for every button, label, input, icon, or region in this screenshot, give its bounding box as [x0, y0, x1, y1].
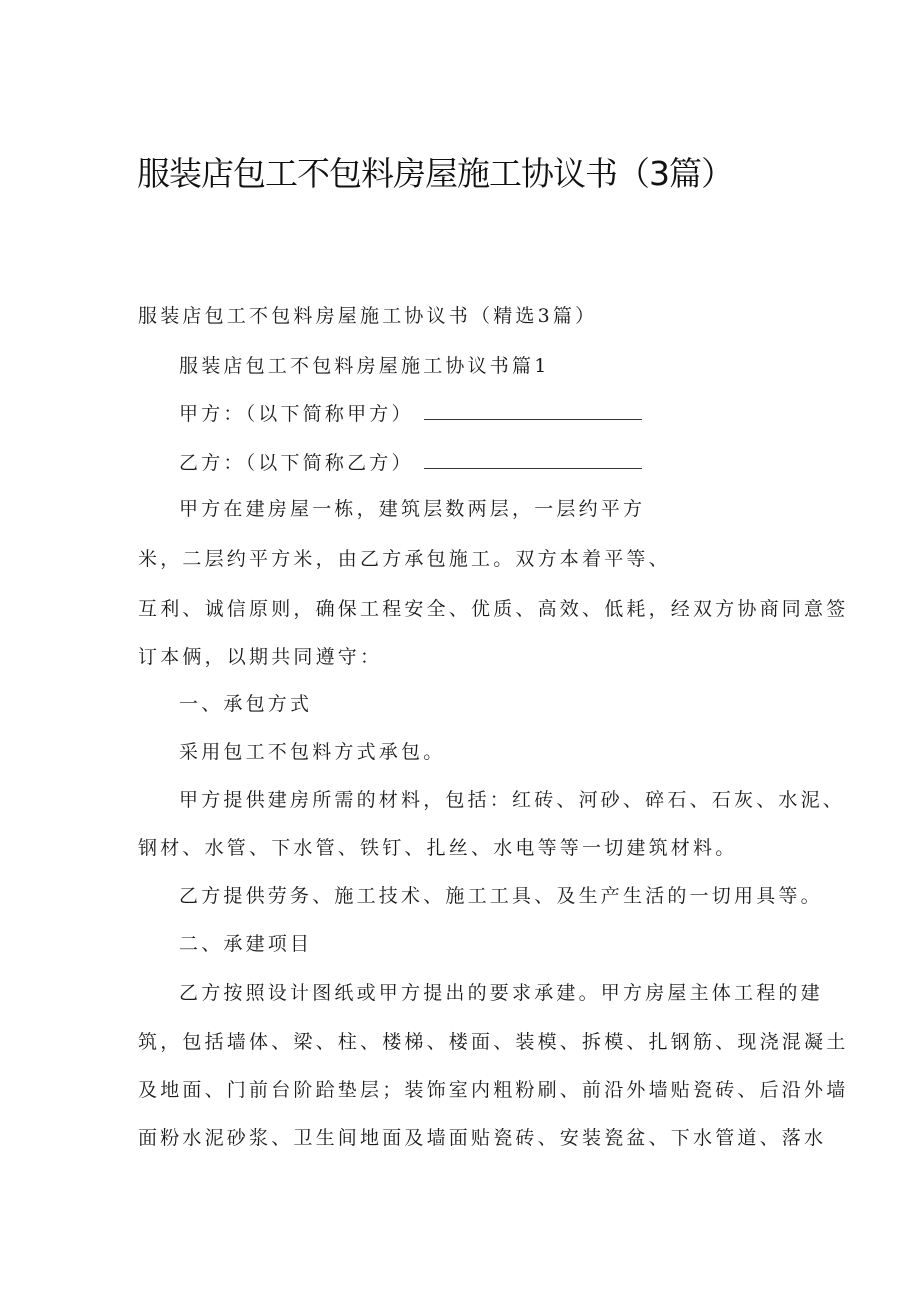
party-b-label: 乙方：（以下简称乙方） [179, 452, 414, 474]
paragraph-line: 乙方按照设计图纸或甲方提出的要求承建。甲方房屋主体工程的建 [179, 982, 823, 1004]
document-subtitle: 服装店包工不包料房屋施工协议书（精选3篇） [138, 305, 598, 327]
party-a-line [179, 402, 642, 426]
party-a-blank [424, 403, 642, 420]
paragraph-line: 筑，包括墙体、梁、柱、楼梯、楼面、装模、拆模、扎钢筋、现浇混凝土 [138, 1031, 849, 1053]
article-heading: 服装店包工不包料房屋施工协议书篇1 [179, 355, 550, 377]
paragraph-line: 面粉水泥砂浆、卫生间地面及墙面贴瓷砖、安装瓷盆、下水管道、落水 [138, 1127, 827, 1149]
paragraph-line: 及地面、门前台阶跲垫层；装饰室内粗粉刷、前沿外墙贴瓷砖、后沿外墙 [138, 1079, 849, 1101]
party-b-blank [424, 452, 642, 469]
paragraph-line: 米，二层约平方米，由乙方承包施工。双方本着平等、 [138, 548, 671, 570]
section-heading: 一、承包方式 [179, 693, 313, 715]
paragraph-line: 钢材、水管、下水管、铁钉、扎丝、水电等等一切建筑材料。 [138, 837, 738, 859]
paragraph-line: 甲方在建房屋一栋，建筑层数两层，一层约平方 [179, 498, 646, 520]
paragraph-line: 互利、诚信原则，确保工程安全、优质、高效、低耗，经双方协商同意签 [138, 598, 849, 620]
paragraph-line: 采用包工不包料方式承包。 [179, 741, 446, 763]
paragraph-line: 订本俩，以期共同遵守： [138, 646, 383, 668]
document-title: 服装店包工不包料房屋施工协议书（3篇） [137, 154, 733, 193]
section-heading: 二、承建项目 [179, 933, 313, 955]
paragraph-line: 乙方提供劳务、施工技术、施工工具、及生产生活的一切用具等。 [179, 885, 823, 907]
party-a-label: 甲方：（以下简称甲方） [179, 403, 414, 425]
paragraph-line: 甲方提供建房所需的材料，包括：红砖、河砂、碎石、石灰、水泥、 [179, 789, 846, 811]
party-b-line [179, 451, 642, 475]
